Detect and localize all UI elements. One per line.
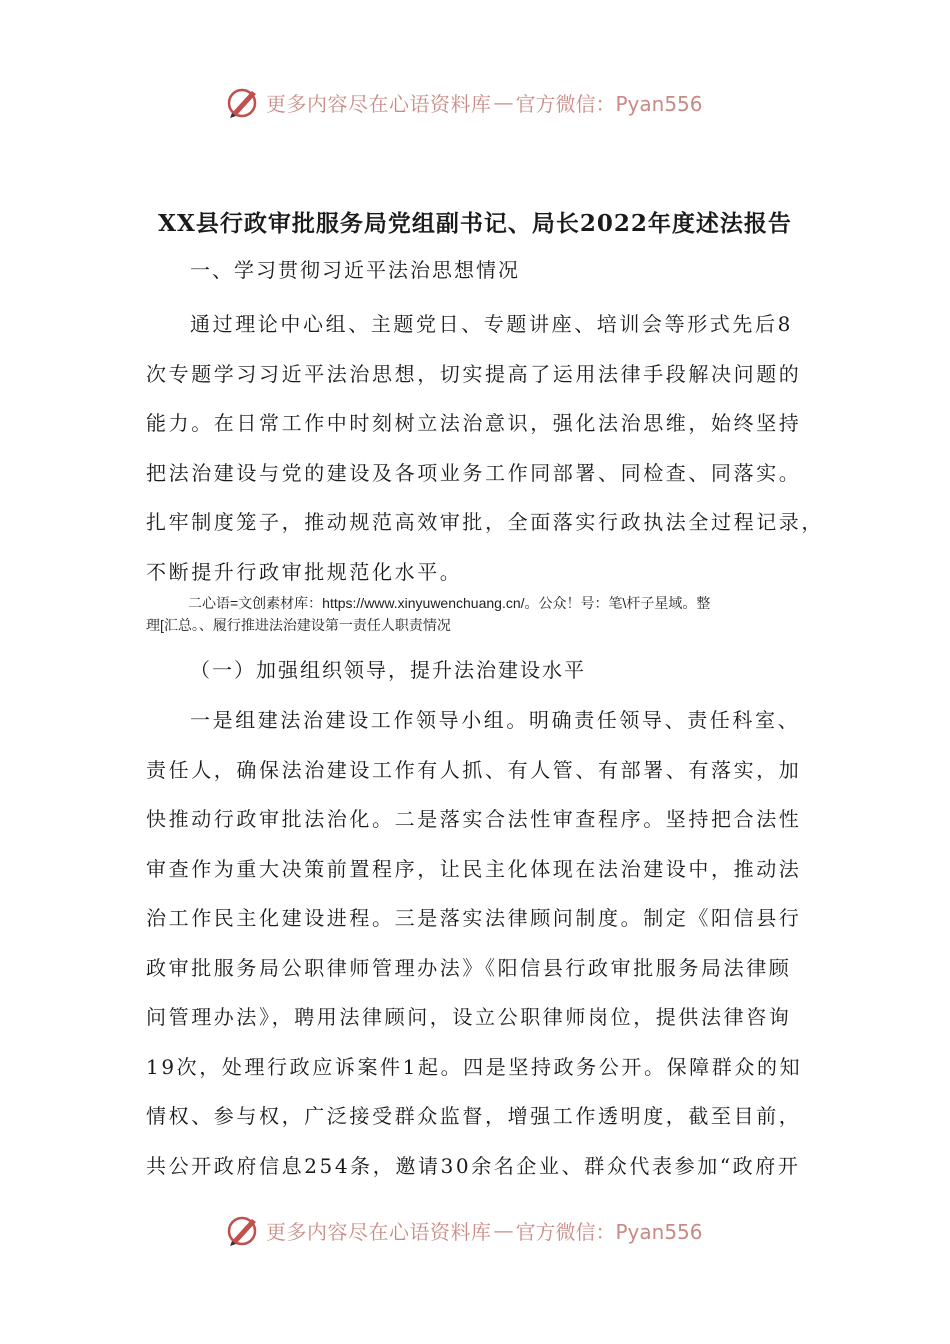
banner-wechat: 官方微信：Pyan556 [515, 1219, 703, 1244]
paragraph-line: 不断提升行政审批规范化水平。 [146, 559, 463, 584]
paragraph-line: 政审批服务局公职律师管理办法》《阳信县行政审批服务局法律顾 [146, 955, 792, 980]
subsection-heading: （一）加强组织领导，提升法治建设水平 [190, 658, 586, 682]
footer-watermark-banner [226, 1210, 726, 1250]
header-watermark-banner [226, 82, 726, 122]
banner-text: 更多内容尽在心语资料库 [266, 1219, 492, 1244]
inserted-note [146, 592, 812, 636]
paragraph-line: 19次，处理行政应诉案件1起。四是坚持政务公开。保障群众的知 [146, 1054, 803, 1079]
paragraph-line: 快推动行政审批法治化。二是落实合法性审查程序。坚持把合法性 [146, 807, 802, 831]
paragraph-line: 能力。在日常工作中时刻树立法治意识，强化法治思维，始终坚持 [146, 411, 802, 435]
note-line: 理[汇总。、履行推进法治建设第一责任人职责情况 [146, 617, 451, 633]
paragraph-line: 审查作为重大决策前置程序，让民主化体现在法治建设中，推动法 [146, 856, 802, 881]
paragraph-line: 扎牢制度笼子，推动规范高效审批，全面落实行政执法全过程记录， [146, 510, 824, 534]
banner-dash: — [493, 1218, 514, 1242]
paragraph-line: 次专题学习习近平法治思想，切实提高了运用法律手段解决问题的 [146, 361, 802, 386]
pen-circle-icon [226, 1213, 260, 1247]
paragraph-line: 治工作民主化建设进程。三是落实法律顾问制度。制定《阳信县行 [146, 906, 802, 930]
section-heading-1: 一、学习贯彻习近平法治思想情况 [190, 258, 520, 282]
paragraph-2 [146, 696, 816, 1191]
paragraph-line: 通过理论中心组、主题党日、专题讲座、培训会等形式先后8 [190, 312, 793, 336]
document-title: XX县行政审批服务局党组副书记、局长2022年度述法报告 [158, 210, 792, 237]
paragraph-line: 问管理办法》，聘用法律顾问，设立公职律师岗位，提供法律咨询 [146, 1005, 792, 1029]
banner-dash: — [493, 90, 514, 114]
paragraph-line: 责任人，确保法治建设工作有人抓、有人管、有部署、有落实，加 [146, 757, 802, 782]
pen-circle-icon [226, 85, 260, 119]
paragraph-line: 情权、参与权，广泛接受群众监督，增强工作透明度，截至目前， [146, 1104, 802, 1128]
banner-wechat: 官方微信：Pyan556 [515, 91, 703, 116]
banner-text: 更多内容尽在心语资料库 [266, 91, 492, 116]
paragraph-line: 共公开政府信息254条，邀请30余名企业、群众代表参加“政府开 [146, 1153, 801, 1178]
paragraph-line: 一是组建法治建设工作领导小组。明确责任领导、责任科室、 [190, 708, 801, 732]
paragraph-line: 把法治建设与党的建设及各项业务工作同部署、同检查、同落实。 [146, 460, 802, 485]
paragraph-1 [146, 300, 824, 597]
note-line: 二心语=文创素材库：https://www.xinyuwenchuang.cn/。公众！号：笔\杆子星域。整 [188, 595, 711, 611]
